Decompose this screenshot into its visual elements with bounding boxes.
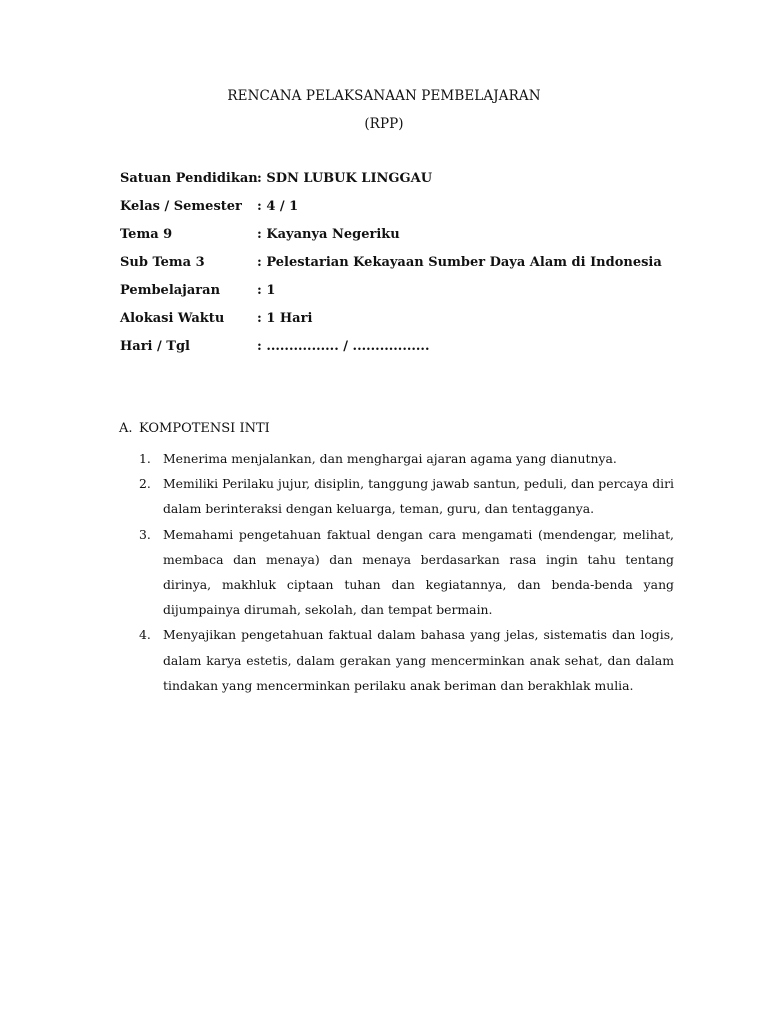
identity-row-theme (120, 227, 680, 255)
list-item-number: 4. (139, 627, 151, 643)
list-item (119, 522, 679, 623)
identity-value: : SDN LUBUK LINGGAU (257, 171, 433, 186)
identity-value: : Kayanya Negeriku (257, 227, 400, 242)
identity-row-subtheme (120, 255, 680, 283)
competence-list (119, 446, 679, 698)
list-item (119, 622, 679, 698)
section-heading (119, 421, 679, 441)
identity-label: Satuan Pendidikan (120, 171, 258, 186)
identity-value: : 1 Hari (257, 311, 313, 326)
list-item (119, 446, 679, 471)
section-letter: A. (119, 421, 133, 436)
list-item-text: Menerima menjalankan, dan menghargai ajaran agama yang dianutnya. (163, 451, 617, 466)
list-item-text: Memiliki Perilaku jujur, disiplin, tanggung jawab santun, peduli, dan percaya diri dalam berinteraksi dengan keluarga, teman, guru, dan tentagganya. (163, 476, 674, 517)
list-item-number: 1. (139, 451, 151, 466)
list-item-text: Memahami pengetahuan faktual dengan cara mengamati (mendengar, melihat, membaca dan menaya) dan menaya berdasarkan rasa ingin tahu tentang dirinya, makhluk ciptaan tuhan dan kegiatannya, dan benda-benda yang dijumpainya dirumah, sekolah, dan tempat bermain. (163, 526, 674, 618)
section-title: KOMPOTENSI INTI (139, 421, 270, 436)
list-item-number: 2. (139, 476, 151, 492)
identity-row-school (120, 171, 680, 199)
section-core-competence (119, 421, 679, 698)
identity-value: : ................ / ................. (257, 339, 430, 354)
list-item-number: 3. (139, 526, 151, 542)
identity-label: Sub Tema 3 (120, 255, 205, 270)
identity-label: Hari / Tgl (120, 339, 190, 354)
identity-label: Kelas / Semester (120, 199, 242, 214)
document-title: RENCANA PELAKSANAAN PEMBELAJARAN (227, 88, 541, 104)
identity-label: Tema 9 (120, 227, 173, 242)
list-item (119, 471, 679, 521)
document-subtitle: (RPP) (364, 116, 404, 132)
identity-value: : Pelestarian Kekayaan Sumber Daya Alam di Indonesia (257, 255, 662, 270)
identity-row-date (120, 339, 680, 367)
identity-row-class (120, 199, 680, 227)
list-item-text: Menyajikan pengetahuan faktual dalam bahasa yang jelas, sistematis dan logis, dalam karya estetis, dalam gerakan yang mencerminkan anak sehat, dan dalam tindakan yang mencerminkan perilaku anak beriman dan berakhlak mulia. (163, 627, 674, 693)
identity-value: : 1 (257, 283, 276, 298)
identity-row-lesson (120, 283, 680, 311)
identity-row-time (120, 311, 680, 339)
identity-label: Pembelajaran (120, 283, 221, 298)
identity-value: : 4 / 1 (257, 199, 299, 214)
identity-table (120, 171, 680, 367)
identity-label: Alokasi Waktu (120, 311, 225, 326)
